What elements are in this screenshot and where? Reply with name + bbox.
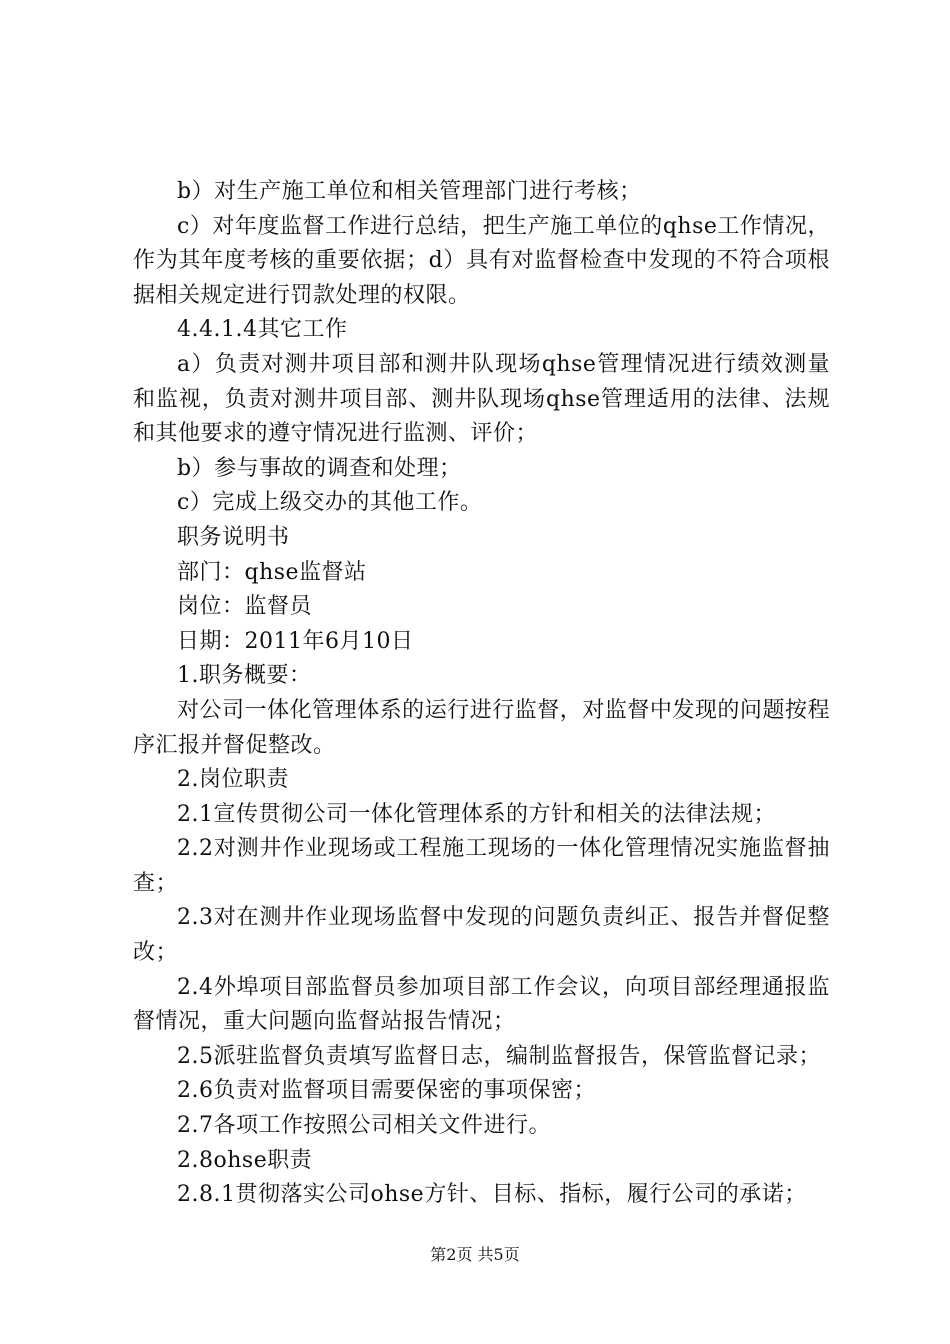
section-heading-4-4-1-4: 4.4.1.4其它工作 (177, 317, 348, 343)
duty-2-1: 2.1宣传贯彻公司一体化管理体系的方针和相关的法律法规； (177, 801, 776, 827)
department-line: 部门：qhse监督站 (177, 559, 367, 585)
duty-2-5: 2.5派驻监督负责填写监督日志，编制监督报告，保管监督记录； (177, 1043, 821, 1069)
section-heading-job-summary: 1.职务概要： (177, 663, 312, 689)
paragraph-c-annual-summary: c）对年度监督工作进行总结，把生产施工单位的qhse工作情况，作为其年度考核的重要依据；d）具有对监督检查中发现的不符合项根据相关规定进行罚款处理的权限。 (133, 213, 830, 308)
paragraph-b-accident: b）参与事故的调查和处理； (177, 455, 462, 481)
job-description-title: 职务说明书 (177, 524, 290, 550)
section-heading-duties: 2.岗位职责 (177, 767, 289, 793)
duty-2-2: 2.2对测井作业现场或工程施工现场的一体化管理情况实施监督抽查； (133, 836, 830, 896)
paragraph-a-performance: a）负责对测井项目部和测井队现场qhse管理情况进行绩效测量和监视，负责对测井项目部、测井队现场qhse管理适用的法律、法规和其他要求的遵守情况进行监测、评价； (133, 351, 830, 447)
duty-2-7: 2.7各项工作按照公司相关文件进行。 (177, 1113, 551, 1139)
paragraph-c-other-work: c）完成上级交办的其他工作。 (177, 490, 483, 516)
date-line: 日期：2011年6月10日 (177, 628, 414, 654)
duty-2-6: 2.6负责对监督项目需要保密的事项保密； (177, 1078, 596, 1104)
paragraph-job-summary: 对公司一体化管理体系的运行进行监督，对监督中发现的问题按程序汇报并督促整改。 (133, 697, 830, 758)
page-footer (0, 1245, 950, 1265)
page-number: 第2页 共5页 (430, 1245, 520, 1264)
duty-2-4: 2.4外埠项目部监督员参加项目部工作会议，向项目部经理通报监督情况，重大问题向监督站报告情况； (133, 974, 830, 1035)
duty-2-3: 2.3对在测井作业现场监督中发现的问题负责纠正、报告并督促整改； (133, 905, 830, 966)
duty-2-8-1: 2.8.1贯彻落实公司ohse方针、目标、指标，履行公司的承诺； (177, 1182, 807, 1208)
document-body (133, 175, 830, 1213)
position-line: 岗位：监督员 (177, 594, 313, 620)
paragraph-b-assessment: b）对生产施工单位和相关管理部门进行考核； (177, 179, 642, 204)
section-heading-ohse-duties: 2.8ohse职责 (177, 1147, 313, 1173)
